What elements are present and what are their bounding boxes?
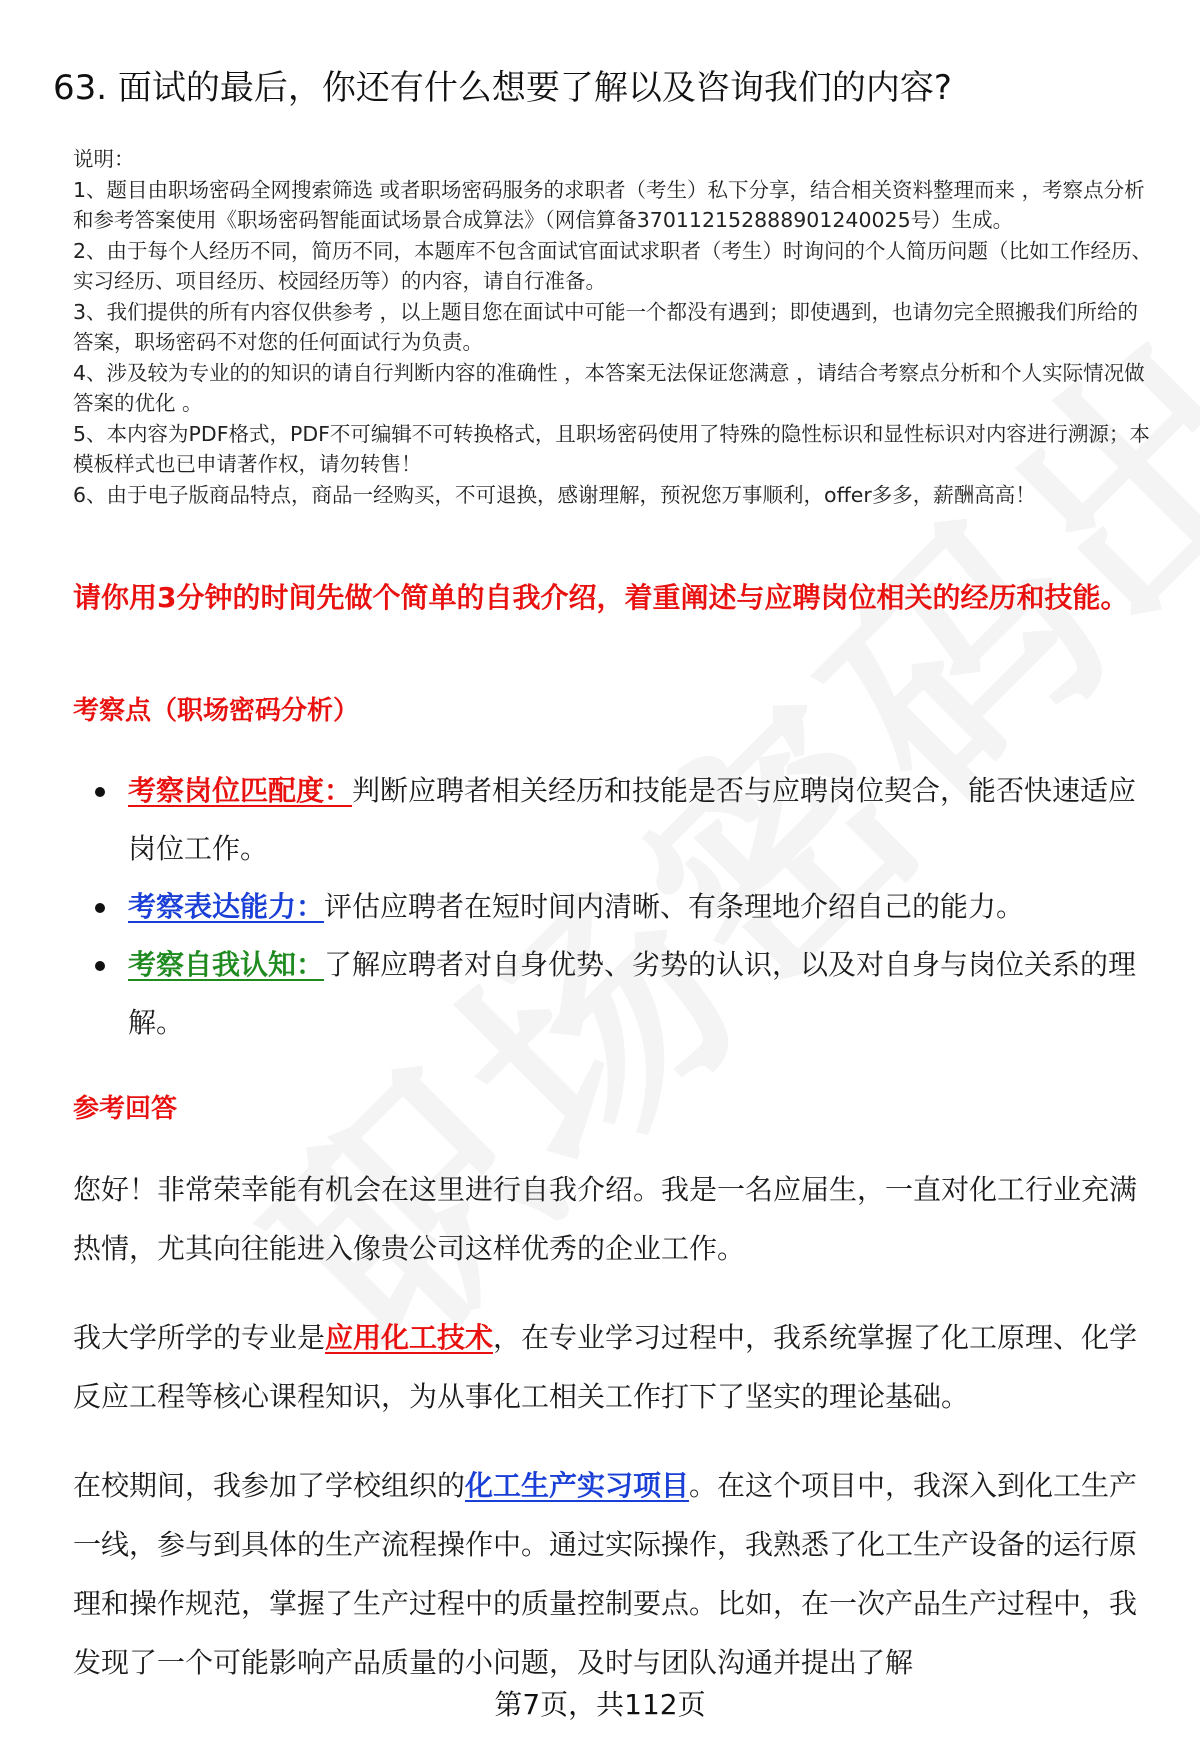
analysis-point-keyword: 考察表达能力： (128, 890, 325, 923)
analysis-point-2 (95, 878, 1155, 936)
analysis-point-keyword: 考察自我认知： (128, 948, 325, 981)
analysis-point-3 (95, 936, 1155, 1052)
answer-highlight-major: 应用化工技术 (325, 1321, 494, 1354)
answer-paragraph-1: 您好！非常荣幸能有机会在这里进行自我介绍。我是一名应届生，一直对化工行业充满热情，尤其向往能进入像贵公司这样优秀的企业工作。 (73, 1173, 1138, 1265)
answer-paragraph-3 (73, 1456, 1155, 1692)
analysis-point-1 (95, 762, 1155, 878)
analysis-points (95, 762, 1155, 1052)
answer-text: 我大学所学的专业是 (73, 1321, 326, 1354)
analysis-point-text: 评估应聘者在短时间内清晰、有条理地介绍自己的能力。 (324, 890, 1025, 923)
answer-paragraph-2 (73, 1308, 1155, 1426)
notes-section (73, 144, 1155, 510)
analysis-heading: 考察点（职场密码分析） (73, 696, 360, 726)
page-footer: 第7页，共112页 (494, 1688, 706, 1721)
note-item-1: 1、题目由职场密码全网搜索筛选 或者职场密码服务的求职者（考生）私下分享，结合相关资料整理而来 ，考察点分析和参考答案使用《职场密码智能面试场景合成算法》（网信算备370112152888901240025号）生成。 (73, 177, 1145, 232)
bullet-icon (95, 903, 105, 913)
notes-heading: 说明： (73, 147, 135, 171)
note-item-6: 6、由于电子版商品特点，商品一经购买，不可退换，感谢理解，预祝您万事顺利，offer多多，薪酬高高！ (73, 482, 1036, 507)
answer-highlight-project: 化工生产实习项目 (465, 1469, 690, 1502)
question-title: 63. 面试的最后，你还有什么想要了解以及咨询我们的内容? (53, 68, 952, 108)
note-item-4: 4、涉及较为专业的的知识的请自行判断内容的准确性 ，本答案无法保证您满意 ，请结合考察点分析和个人实际情况做答案的优化 。 (73, 360, 1145, 415)
answer-heading: 参考回答 (73, 1094, 178, 1124)
analysis-point-text: 判断应聘者相关经历和技能是否与应聘岗位契合，能否快速适应岗位工作。 (128, 774, 1137, 865)
bullet-icon (95, 961, 105, 971)
note-item-3: 3、我们提供的所有内容仅供参考 ，以上题目您在面试中可能一个都没有遇到；即使遇到，也请勿完全照搬我们所给的答案，职场密码不对您的任何面试行为负责。 (73, 299, 1139, 354)
answer-text: 。在这个项目中，我深入到化工生产一线，参与到具体的生产流程操作中。通过实际操作，我熟悉了化工生产设备的运行原理和操作规范，掌握了生产过程中的质量控制要点。比如，在一次产品生产过程中，我发现了一个可能影响产品质量的小问题，及时与团队沟通并提出了解 (73, 1469, 1138, 1679)
analysis-point-keyword: 考察岗位匹配度： (128, 774, 353, 807)
answer-text: 在校期间，我参加了学校组织的 (73, 1469, 466, 1502)
bullet-icon (95, 787, 105, 797)
analysis-point-text: 了解应聘者对自身优势、劣势的认识，以及对自身与岗位关系的理解。 (128, 948, 1137, 1039)
note-item-2: 2、由于每个人经历不同，简历不同，本题库不包含面试官面试求职者（考生）时询问的个人简历问题（比如工作经历、实习经历、项目经历、校园经历等）的内容，请自行准备。 (73, 238, 1153, 293)
interview-question: 请你用3分钟的时间先做个简单的自我介绍，着重阐述与应聘岗位相关的经历和技能。 (73, 581, 1129, 614)
note-item-5: 5、本内容为PDF格式，PDF不可编辑不可转换格式，且职场密码使用了特殊的隐性标识和显性标识对内容进行溯源；本模板样式也已申请著作权，请勿转售！ (73, 421, 1150, 476)
answer-text: ，在专业学习过程中，我系统掌握了化工原理、化学反应工程等核心课程知识，为从事化工相关工作打下了坚实的理论基础。 (73, 1321, 1138, 1413)
